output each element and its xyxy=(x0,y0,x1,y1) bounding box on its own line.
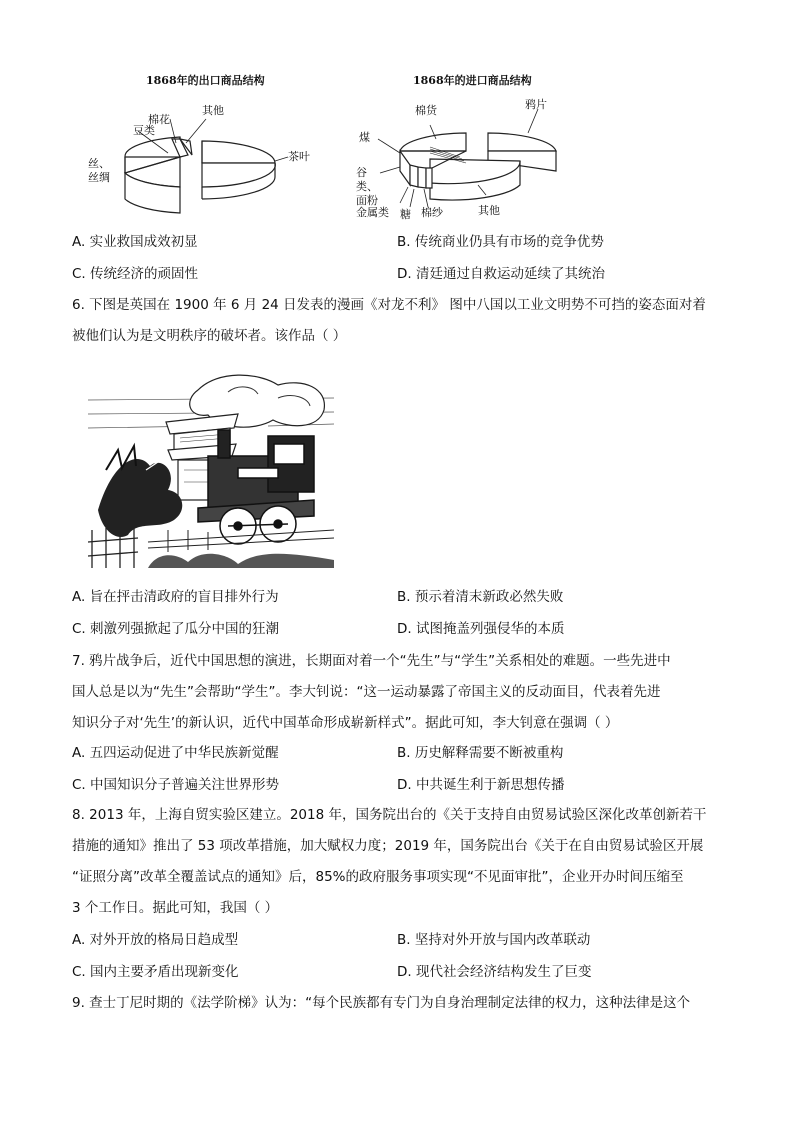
label-cotton-goods: 棉货 xyxy=(415,104,437,117)
q7-option-b: B. 历史解释需要不断被重构 xyxy=(397,745,564,761)
q8-stem-line4: 3 个工作日。据此可知，我国（ ） xyxy=(72,900,279,916)
q7-option-d: D. 中共诞生利于新思想传播 xyxy=(397,777,565,793)
label-opium: 鸦片 xyxy=(525,98,547,111)
q7-stem-line1: 7. 鸦片战争后，近代中国思想的演进，长期面对着一个“先生”与“学生”关系相处的难题。一些先进中 xyxy=(72,653,671,669)
q8-option-d: D. 现代社会经济结构发生了巨变 xyxy=(397,964,592,980)
label-cotton-yarn: 棉纱 xyxy=(421,206,443,219)
q8-stem-line3: “证照分离”改革全覆盖试点的通知》后，85%的政府服务事项实现“不见面审批”，企业开办时间压缩至 xyxy=(72,869,684,885)
label-coal: 煤 xyxy=(359,131,370,144)
q6-option-c: C. 刺激列强掀起了瓜分中国的狂潮 xyxy=(72,621,280,637)
q8-option-b: B. 坚持对外开放与国内改革联动 xyxy=(397,932,591,948)
label-other-import: 其他 xyxy=(478,204,500,217)
q6-stem-line1: 6. 下图是英国在 1900 年 6 月 24 日发表的漫画《对龙不利》 图中八国以工业文明势不可挡的姿态面对着 xyxy=(72,297,706,313)
q5-option-c: C. 传统经济的顽固性 xyxy=(72,266,199,282)
q6-stem-line2: 被他们认为是文明秩序的破坏者。该作品（ ） xyxy=(72,328,347,344)
q9-stem-line1: 9. 查士丁尼时期的《法学阶梯》认为：“每个民族都有专门为自身治理制定法律的权力，这种法律是这个 xyxy=(72,995,691,1011)
q5-option-d: D. 清廷通过自救运动延续了其统治 xyxy=(397,266,605,282)
label-cotton: 棉花 xyxy=(148,113,170,126)
q6-option-a: A. 旨在抨击清政府的盲目排外行为 xyxy=(72,589,279,605)
q5-option-b: B. 传统商业仍具有市场的竞争优势 xyxy=(397,234,604,250)
label-grain-flour: 谷类、面粉 xyxy=(356,166,378,207)
label-sugar: 糖 xyxy=(400,208,411,221)
label-metals: 金属类 xyxy=(356,206,389,219)
import-pie-chart xyxy=(370,95,570,225)
q8-option-c: C. 国内主要矛盾出现新变化 xyxy=(72,964,239,980)
q7-option-a: A. 五四运动促进了中华民族新觉醒 xyxy=(72,745,279,761)
q7-option-c: C. 中国知识分子普遍关注世界形势 xyxy=(72,777,280,793)
q5-option-a: A. 实业救国成效初显 xyxy=(72,234,198,250)
label-beans: 豆类 xyxy=(133,124,155,137)
q6-option-b: B. 预示着清末新政必然失败 xyxy=(397,589,564,605)
label-tea: 茶叶 xyxy=(288,150,310,163)
q8-stem-line1: 8. 2013 年，上海自贸实验区建立。2018 年，国务院出台的《关于支持自由贸易试验区深化改革创新若干 xyxy=(72,807,707,823)
cartoon-image xyxy=(88,370,334,568)
q7-stem-line3: 知识分子对‘先生’的新认识，近代中国革命形成崭新样式”。据此可知，李大钊意在强调（ ） xyxy=(72,715,619,731)
q8-stem-line2: 措施的通知》推出了 53 项改革措施，加大赋权力度；2019 年，国务院出台《关于在自由贸易试验区开展 xyxy=(72,838,704,854)
q8-option-a: A. 对外开放的格局日趋成型 xyxy=(72,932,239,948)
export-chart-title: 1868年的出口商品结构 xyxy=(146,74,265,87)
q6-option-d: D. 试图掩盖列强侵华的本质 xyxy=(397,621,565,637)
label-silk: 丝、丝绸 xyxy=(88,157,110,184)
import-chart-title: 1868年的进口商品结构 xyxy=(413,74,532,87)
export-pie-chart xyxy=(80,95,320,225)
label-other-export: 其他 xyxy=(202,104,224,117)
q7-stem-line2: 国人总是以为“先生”会帮助“学生”。李大钊说：“这一运动暴露了帝国主义的反动面目，代表着先进 xyxy=(72,684,661,700)
